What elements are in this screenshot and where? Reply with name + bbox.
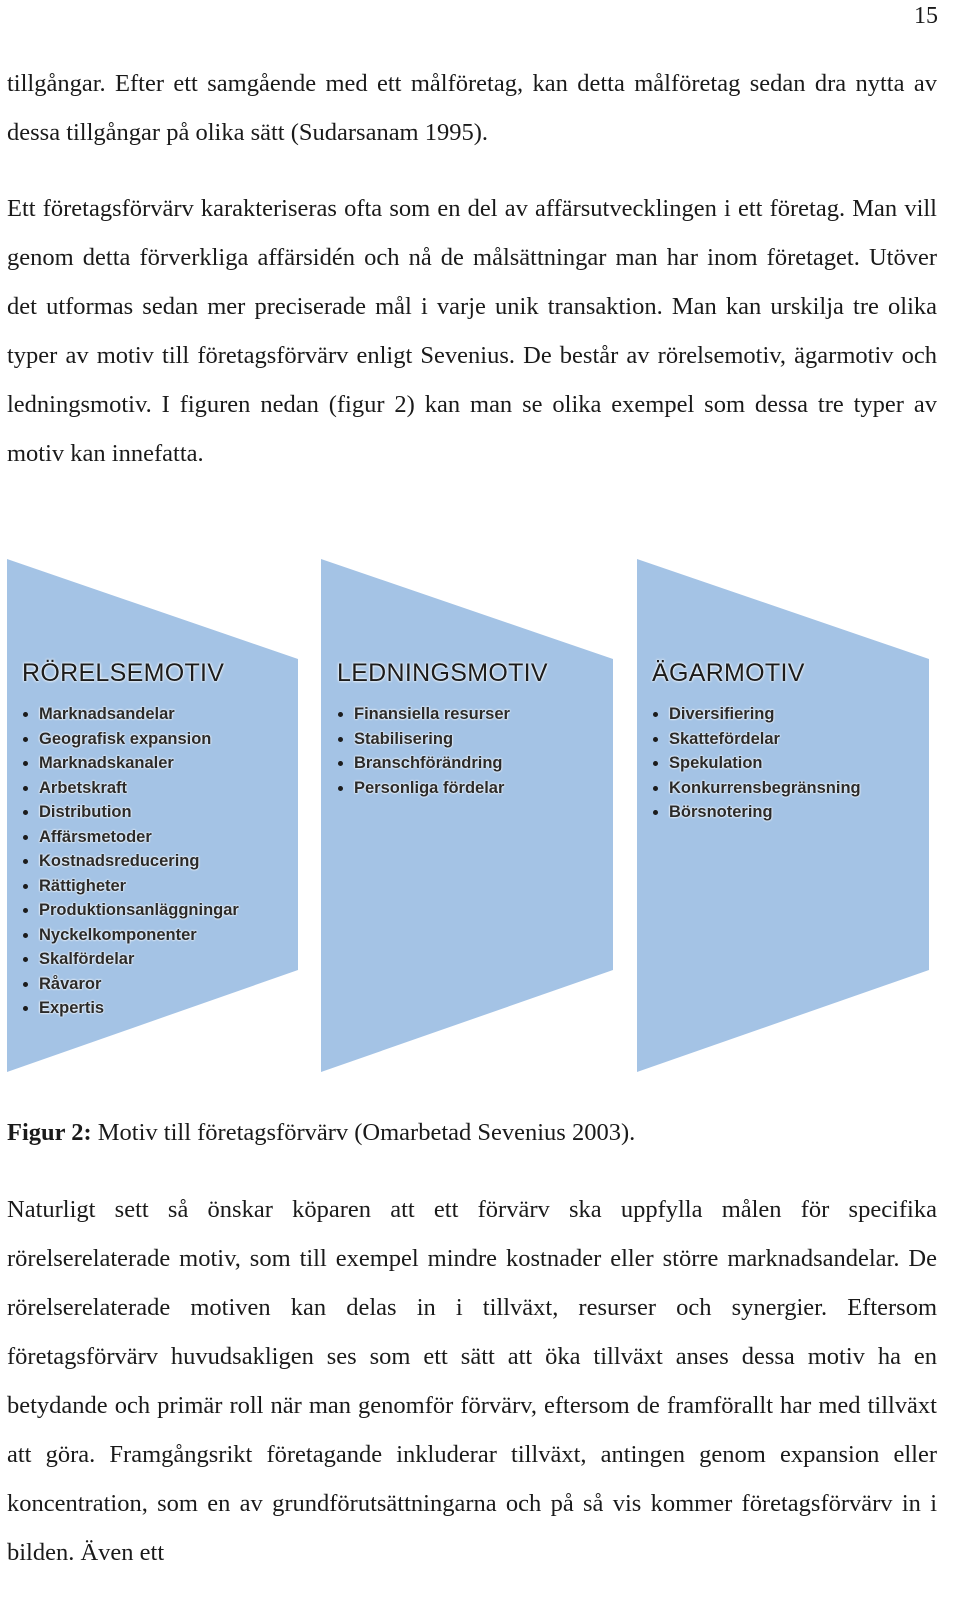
paragraph-body: Naturligt sett så önskar köparen att ett förvärv ska uppfylla målen för specifika rörelserelaterade motiv, som till exempel mindre kostnader eller större marknadsandelar. De rörelserelaterade motiven kan delas in i tillväxt, resurser och synergier. Eftersom företagsförvärv huvudsakligen ses som ett sätt att öka tillväxt anses dessa motiv ha en betydande och primär roll när man genomför förvärv, eftersom de framförallt har med tillväxt att göra. Framgångsrikt företagande inkluderar tillväxt, antingen genom expansion eller koncentration, som en av grundförutsättningarna och på så vis kommer företagsförvärv in i bilden. Även ett bbox=[7, 1196, 937, 1566]
motive-item: Produktionsanläggningar bbox=[22, 898, 239, 923]
motive-item: Skalfördelar bbox=[22, 947, 239, 972]
motive-list bbox=[22, 702, 239, 1021]
motive-item: Branschförändring bbox=[337, 751, 548, 776]
motive-item: Expertis bbox=[22, 996, 239, 1021]
motive-title: ÄGARMOTIV bbox=[652, 659, 805, 687]
page-number: 15 bbox=[914, 3, 938, 29]
motive-list bbox=[337, 702, 548, 800]
motive-item: Finansiella resurser bbox=[337, 702, 548, 727]
motive-item: Geografisk expansion bbox=[22, 727, 239, 752]
paragraph-motives: Ett företagsförvärv karakteriseras ofta som en del av affärsutvecklingen i ett företag. Man vill genom detta förverkliga affärsidén och nå de målsättningar man har inom företaget. Utöver det utformas sedan mer preciserade mål i varje unik transaktion. Man kan urskilja tre olika typer av motiv till företagsförvärv enligt Sevenius. De består av rörelsemotiv, ägarmotiv och ledningsmotiv. I figuren nedan (figur 2) kan man se olika exempel som dessa tre typer av motiv kan innefatta. bbox=[7, 195, 937, 467]
motive-item: Affärsmetoder bbox=[22, 825, 239, 850]
motive-item: Stabilisering bbox=[337, 727, 548, 752]
motive-item: Marknadskanaler bbox=[22, 751, 239, 776]
motive-figure bbox=[0, 555, 960, 1080]
chevron-shape-2 bbox=[321, 559, 613, 1072]
motive-item: Rättigheter bbox=[22, 874, 239, 899]
motive-item: Nyckelkomponenter bbox=[22, 923, 239, 948]
motive-item: Spekulation bbox=[652, 751, 861, 776]
motive-title: LEDNINGSMOTIV bbox=[337, 659, 548, 687]
motive-item: Diversifiering bbox=[652, 702, 861, 727]
motive-item: Skattefördelar bbox=[652, 727, 861, 752]
motive-ledning bbox=[337, 659, 548, 800]
caption-label: Figur 2: bbox=[7, 1119, 92, 1146]
motive-item: Kostnadsreducering bbox=[22, 849, 239, 874]
motive-list bbox=[652, 702, 861, 825]
motive-title: RÖRELSEMOTIV bbox=[22, 659, 225, 687]
motive-item: Råvaror bbox=[22, 972, 239, 997]
figure-caption bbox=[7, 1117, 635, 1149]
motive-agar bbox=[652, 659, 861, 825]
motive-item: Arbetskraft bbox=[22, 776, 239, 801]
motive-item: Konkurrensbegränsning bbox=[652, 776, 861, 801]
motive-item: Personliga fördelar bbox=[337, 776, 548, 801]
motive-item: Börsnotering bbox=[652, 800, 861, 825]
paragraph-intro: tillgångar. Efter ett samgående med ett målföretag, kan detta målföretag sedan dra nytta av dessa tillgångar på olika sätt (Sudarsanam 1995). bbox=[7, 70, 937, 146]
motive-item: Marknadsandelar bbox=[22, 702, 239, 727]
caption-text: Motiv till företagsförvärv (Omarbetad Sevenius 2003). bbox=[91, 1119, 636, 1146]
motive-item: Distribution bbox=[22, 800, 239, 825]
motive-rorelse bbox=[22, 659, 239, 1021]
